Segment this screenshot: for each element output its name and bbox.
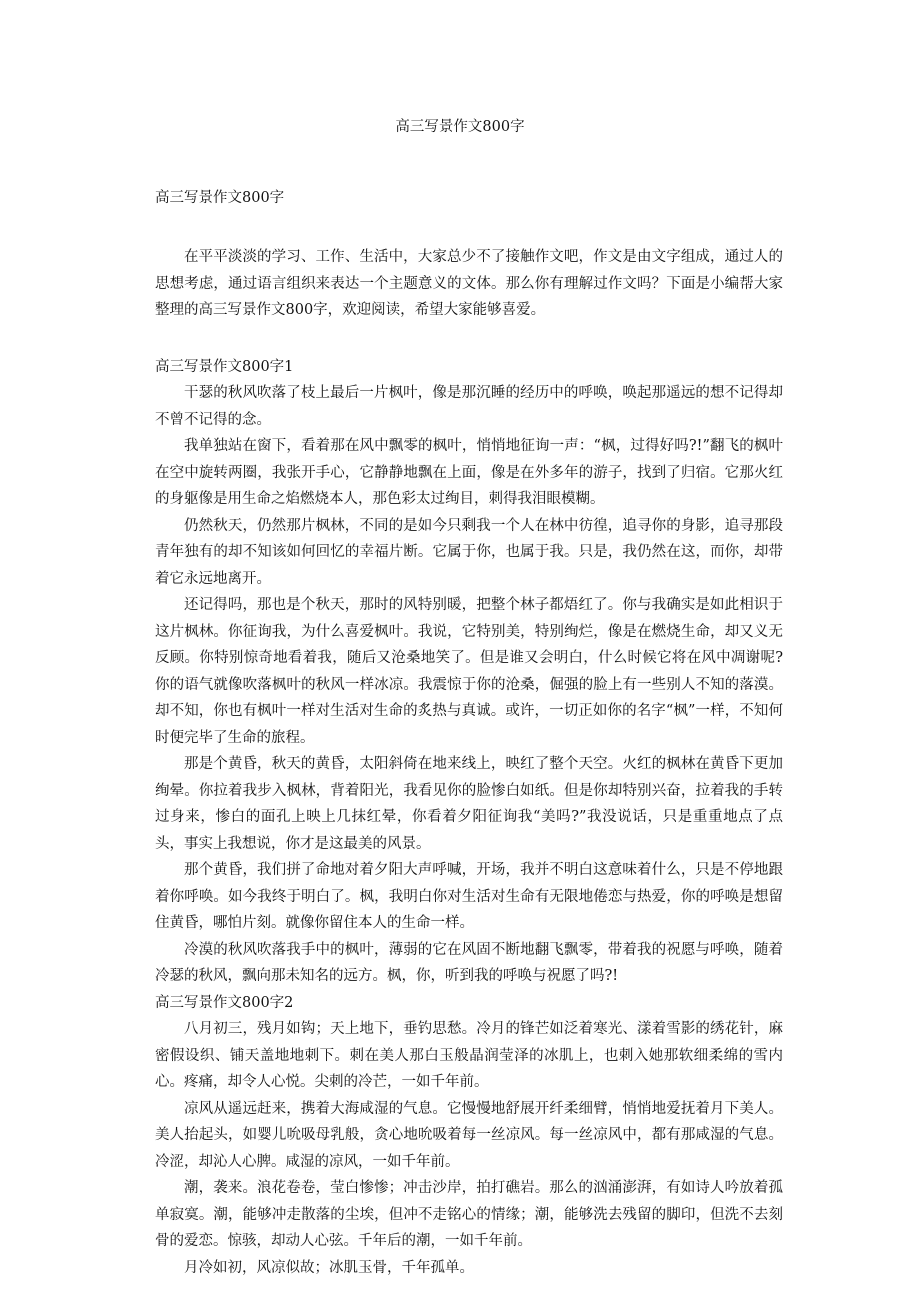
document-body [155, 188, 783, 1281]
body-paragraph: 还记得吗，那也是个秋天，那时的风特别暖，把整个林子都焐红了。你与我确实是如此相识于这片枫林。你征询我，为什么喜爱枫叶。我说，它特别美，特别绚烂，像是在燃烧生命，却又义无反顾。你特别惊奇地看着我，随后又沧桑地笑了。但是谁又会明白，什么时候它将在风中凋谢呢?你的语气就像吹落枫叶的秋风一样冰凉。我震惊于你的沧桑，倔强的脸上有一些别人不知的落漠。却不知，你也有枫叶一样对生活对生命的炙热与真诚。或许，一切正如你的名字“枫”一样，不知何时便完毕了生命的旅程。 [155, 597, 783, 746]
body-paragraph: 那个黄昏，我们拼了命地对着夕阳大声呼喊，开场，我并不明白这意味着什么，只是不停地跟着你呼唤。如今我终于明白了。枫，我明白你对生活对生命有无限地倦恋与热爱，你的呼唤是想留住黄昏，哪怕片刻。就像你留住本人的生命一样。 [155, 862, 783, 931]
section-heading: 高三写景作文800字1 [155, 358, 294, 375]
body-paragraph: 我单独站在窗下，看着那在风中飘零的枫叶，悄悄地征询一声：“枫，过得好吗?!”翻飞的枫叶在空中旋转两圈，我张开手心，它静静地飘在上面，像是在外多年的游子，找到了归宿。它那火红的身躯像是用生命之焰燃烧本人，那色彩太过绚目，刺得我泪眼模糊。 [155, 438, 783, 507]
document-subtitle: 高三写景作文800字 [155, 190, 285, 206]
body-paragraph: 那是个黄昏，秋天的黄昏，太阳斜倚在地来线上，映红了整个天空。火红的枫林在黄昏下更加绚晕。你拉着我步入枫林，背着阳光，我看见你的脸惨白如纸。但是你却特别兴奋，拉着我的手转过身来，惨白的面孔上映上几抹红晕，你看着夕阳征询我“美吗?”我没说话，只是重重地点了点头，事实上我想说，你才是这最美的风景。 [155, 756, 783, 852]
body-paragraph: 干瑟的秋风吹落了枝上最后一片枫叶，像是那沉睡的经历中的呼唤，唤起那遥远的想不记得却不曾不记得的念。 [155, 385, 783, 428]
body-paragraph: 仍然秋天，仍然那片枫林，不同的是如今只剩我一个人在林中彷徨，追寻你的身影，追寻那段青年独有的却不知该如何回忆的幸福片断。它属于你，也属于我。只是，我仍然在这，而你，却带着它永远地离开。 [155, 517, 783, 587]
section-heading: 高三写景作文800字2 [155, 994, 294, 1011]
section-2 [155, 990, 783, 1282]
body-paragraph: 月冷如初，风凉似故；冰肌玉骨，千年孤单。 [184, 1259, 474, 1276]
body-paragraph: 八月初三，残月如钩；天上地下，垂钓思愁。冷月的锋芒如泛着寒光、漾着雪影的绣花针，麻密假设织、铺天盖地地刺下。刺在美人那白玉般晶润莹泽的冰肌上，也刺入她那软细柔绵的雪内心。疼痛，却令人心悦。尖刺的冷芒，一如千年前。 [155, 1021, 783, 1090]
page-title: 高三写景作文800字 [395, 119, 525, 135]
body-paragraph: 冷漠的秋风吹落我手中的枫叶，薄弱的它在风固不断地翻飞飘零，带着我的祝愿与呼唤，随着冷瑟的秋风，飘向那未知名的远方。枫，你，听到我的呼唤与祝愿了吗?! [155, 941, 783, 984]
intro-paragraph: 在平平淡淡的学习、工作、生活中，大家总少不了接触作文吧，作文是由文字组成，通过人的思想考虑，通过语言组织来表达一个主题意义的文体。那么你有理解过作文吗？下面是小编帮大家整理的高三写景作文800字，欢迎阅读，希望大家能够喜爱。 [155, 249, 783, 318]
body-paragraph: 凉风从遥远赶来，携着大海咸湿的气息。它慢慢地舒展开纤柔细臂，悄悄地爱抚着月下美人。美人抬起头，如婴儿吮吸母乳般，贪心地吮吸着每一丝凉风。每一丝凉风中，都有那咸湿的气息。冷涩，却沁人心脾。咸湿的凉风，一如千年前。 [155, 1100, 783, 1170]
section-1 [155, 354, 783, 990]
body-paragraph: 潮，袭来。浪花卷卷，莹白惨惨；冲击沙岸，拍打礁岩。那么的汹涌澎湃，有如诗人吟放着孤单寂寞。潮，能够冲走散落的尘埃，但冲不走铭心的情缘；潮，能够洗去残留的脚印，但洗不去刻骨的爱恋。惊骇，却动人心弦。千年后的潮，一如千年前。 [155, 1180, 783, 1249]
